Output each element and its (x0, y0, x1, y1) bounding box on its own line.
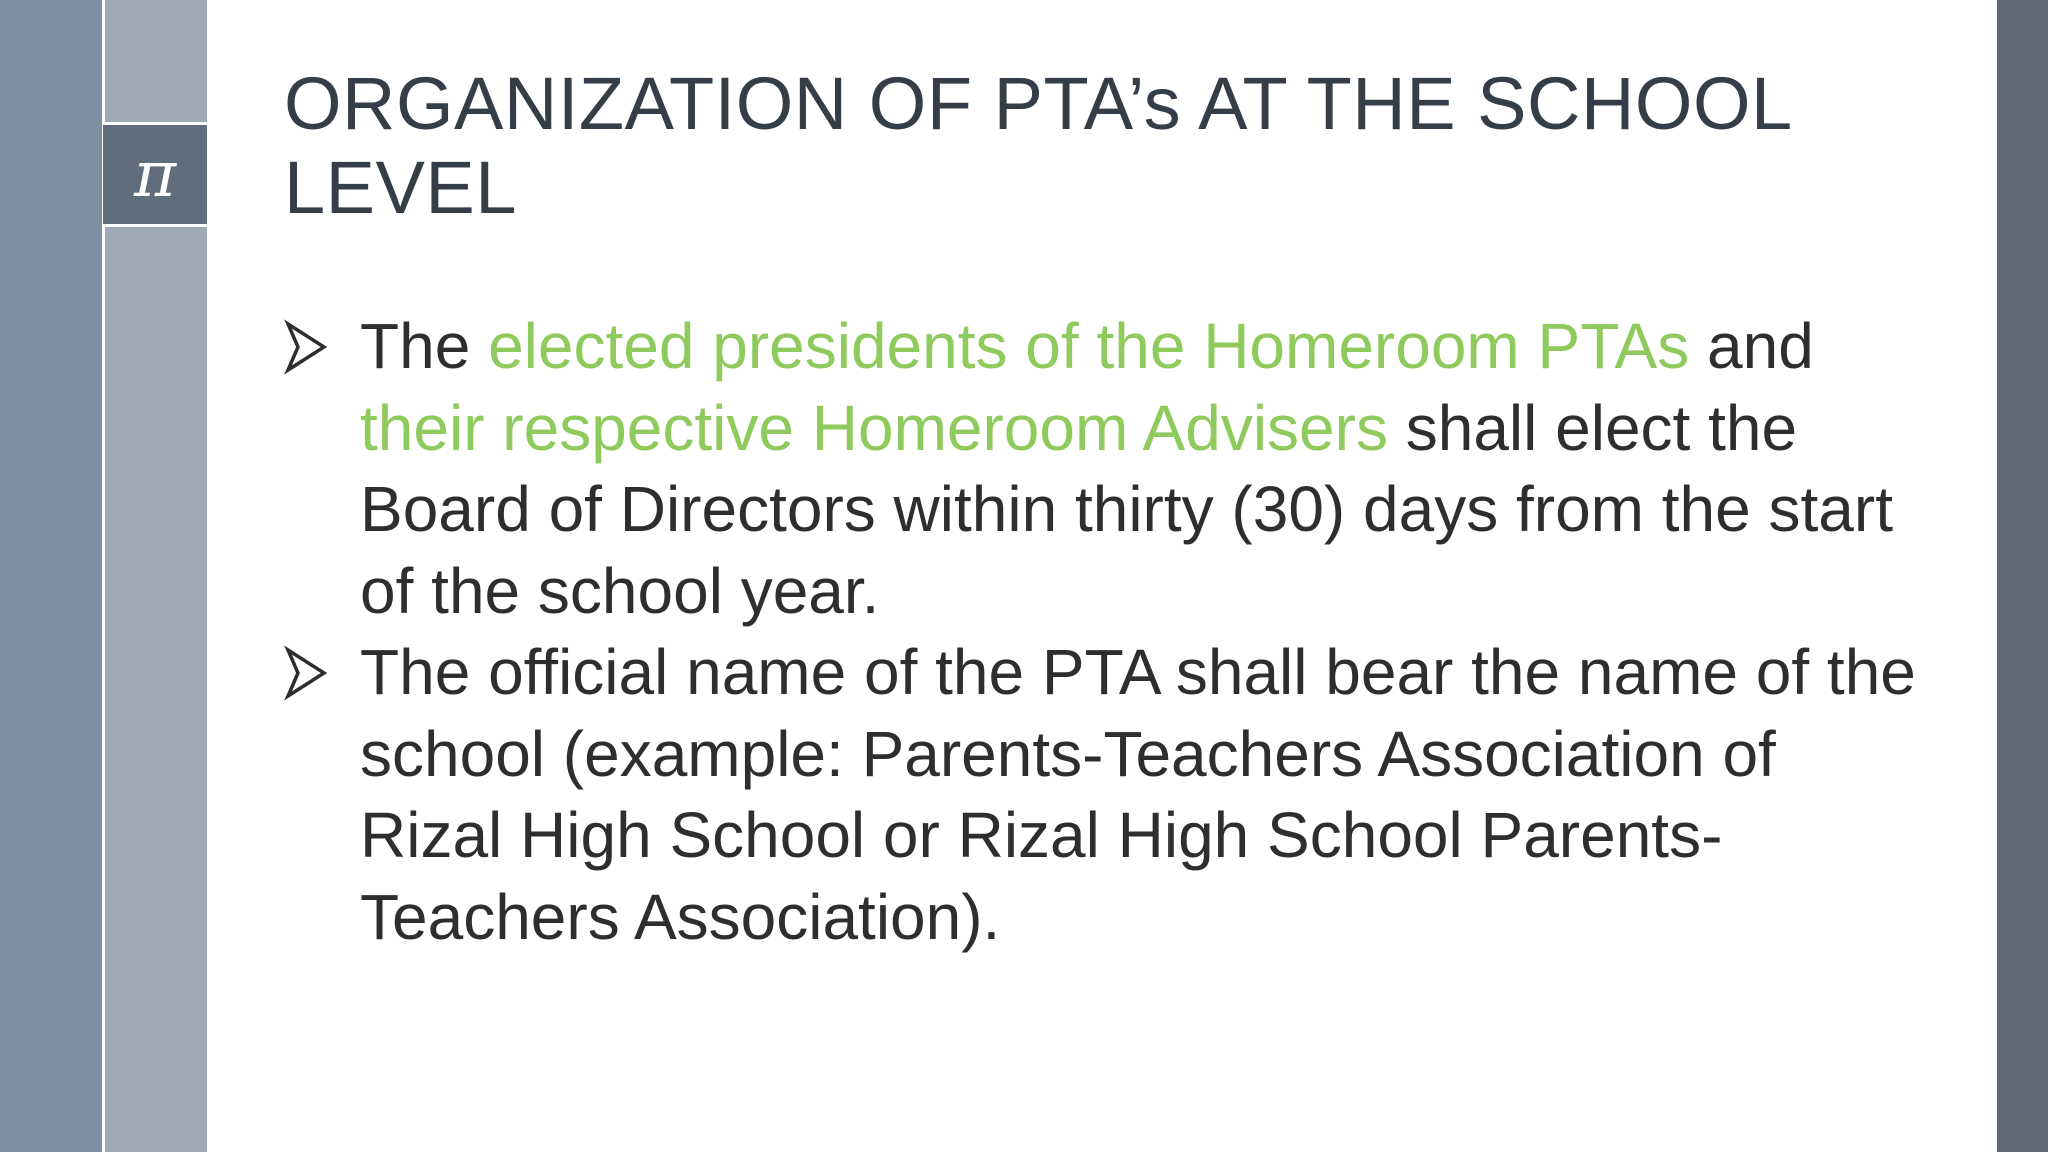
bullet-list (284, 306, 1924, 958)
bullet-item-official-name (284, 632, 1924, 958)
bullet-text-part: shall elect the Board of Directors within thirty (30) days from the start of the school year. (360, 391, 1893, 627)
logo-symbol: π (133, 137, 177, 212)
bullet-text-part: The (360, 310, 489, 382)
slide-title: ORGANIZATION OF PTA’s AT THE SCHOOL LEVEL (284, 62, 1790, 229)
pi-logo-icon (103, 122, 207, 227)
right-accent-bar (1997, 0, 2048, 1152)
bullet-text-part: The official name of the PTA shall bear the name of the school (example: Parents-Teachers Association of Rizal High School or Rizal High School Parents-Teachers Association). (360, 636, 1916, 953)
bullet-text-part: and (1689, 310, 1814, 382)
highlighted-text: their respective Homeroom Advisers (360, 391, 1388, 464)
bullet-text (360, 310, 1893, 627)
highlighted-text: elected presidents of the Homeroom PTAs (488, 310, 1690, 382)
arrowhead-bullet-icon (284, 318, 328, 376)
arrowhead-bullet-icon (284, 644, 328, 702)
bullet-item-board-election (284, 306, 1924, 632)
bullet-text (360, 636, 1916, 953)
left-accent-bar-dark (0, 0, 102, 1152)
